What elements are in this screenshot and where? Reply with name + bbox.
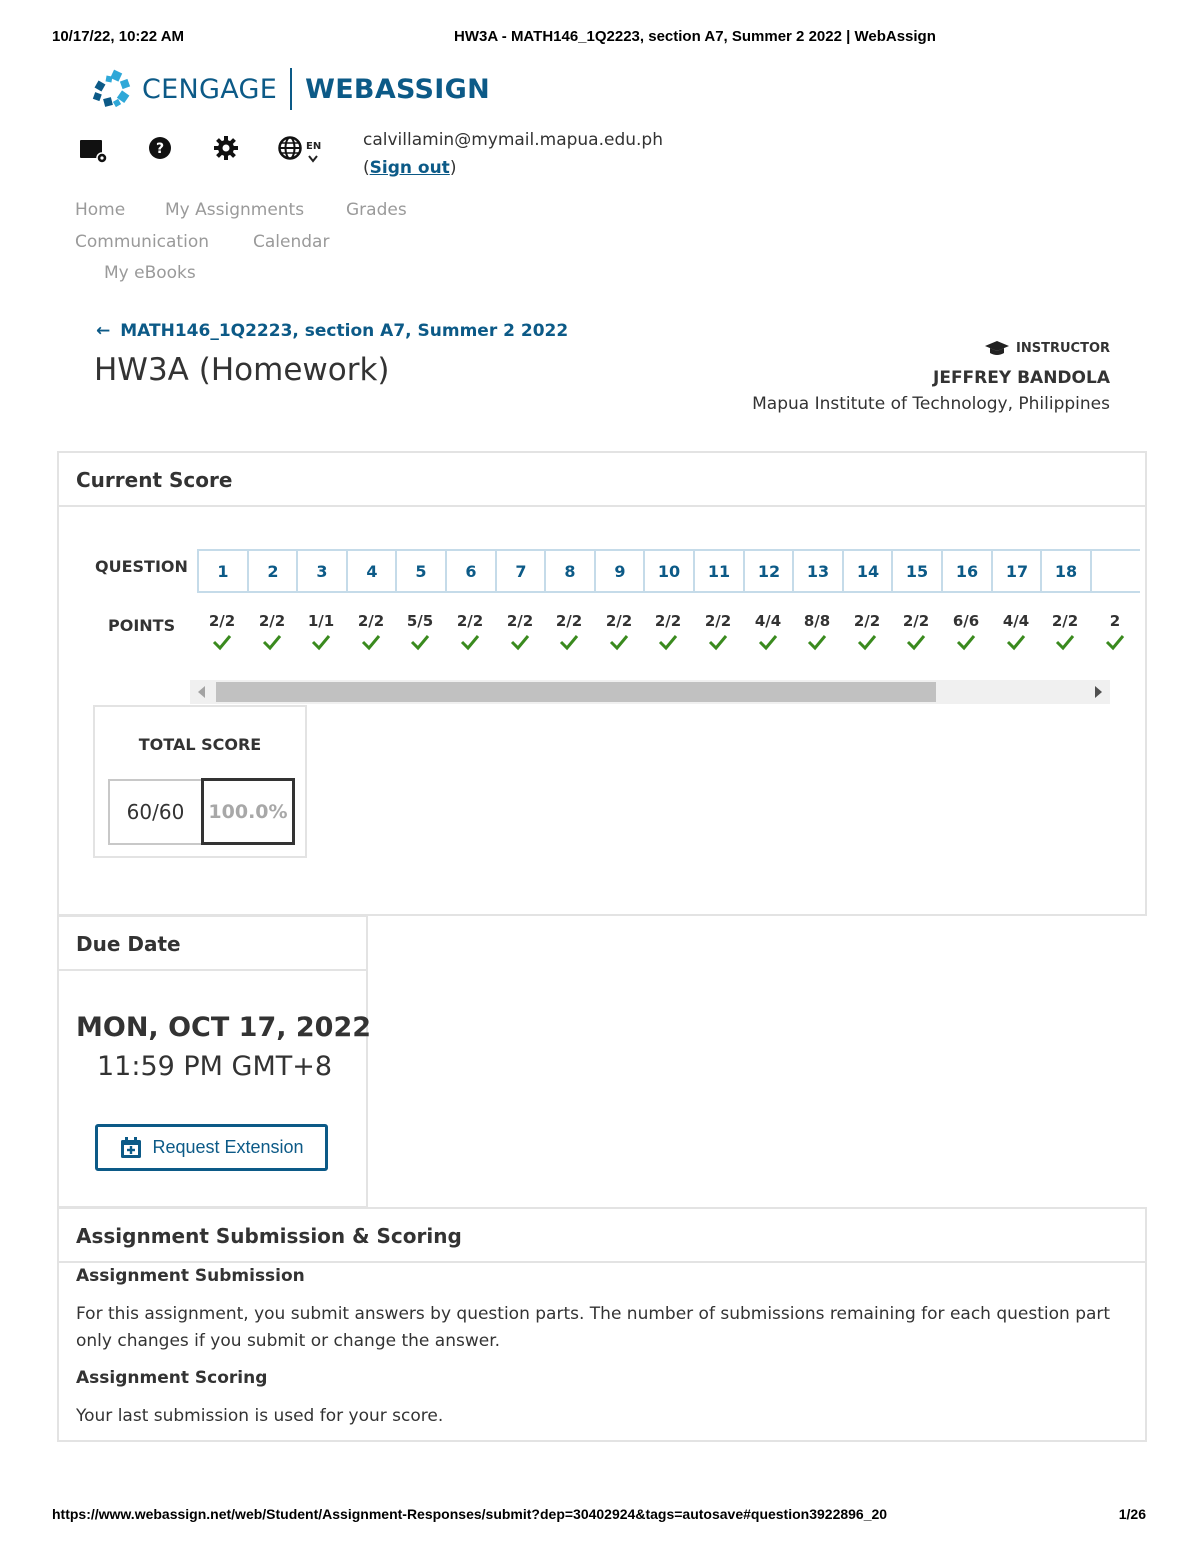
nav-my-ebooks[interactable]: My eBooks	[104, 263, 196, 283]
print-page-title: HW3A - MATH146_1Q2223, section A7, Summer 2 2022 | WebAssign	[454, 28, 936, 45]
correct-check-icon	[708, 634, 728, 650]
submission-scoring-heading: Assignment Submission & Scoring	[76, 1224, 462, 1248]
points-value: 2/2	[1051, 612, 1079, 630]
question-link-9[interactable]: 9	[594, 549, 644, 593]
question-link-12[interactable]: 12	[743, 549, 793, 593]
nav-grades[interactable]: Grades	[346, 200, 407, 220]
question-links-row	[197, 549, 1110, 593]
points-value: 2/2	[704, 612, 732, 630]
points-value: 4/4	[754, 612, 782, 630]
correct-check-icon	[361, 634, 381, 650]
language-code[interactable]: EN	[306, 141, 322, 152]
question-points-13	[792, 612, 842, 650]
nav-my-assignments[interactable]: My Assignments	[165, 200, 305, 220]
points-value: 2/2	[902, 612, 930, 630]
scrollbar-thumb[interactable]	[216, 682, 936, 702]
question-link-5[interactable]: 5	[395, 549, 445, 593]
question-link-13[interactable]: 13	[792, 549, 842, 593]
correct-check-icon	[857, 634, 877, 650]
cengage-webassign-logo[interactable]	[92, 66, 490, 112]
question-points-11	[693, 612, 743, 650]
correct-check-icon	[956, 634, 976, 650]
request-extension-button[interactable]	[95, 1124, 328, 1171]
assignment-scoring-text: Your last submission is used for your score.	[76, 1406, 444, 1426]
points-value: 5/5	[406, 612, 434, 630]
assignment-scoring-heading: Assignment Scoring	[76, 1368, 268, 1388]
calendar-plus-icon	[119, 1136, 143, 1160]
question-points-7	[495, 612, 545, 650]
logo-divider	[290, 68, 292, 110]
course-name: MATH146_1Q2223, section A7, Summer 2 2022	[120, 321, 569, 341]
question-points-15	[891, 612, 941, 650]
submission-scoring-header	[59, 1209, 1145, 1263]
instructor-school: Mapua Institute of Technology, Philippines	[752, 394, 1110, 414]
settings-icon[interactable]	[213, 135, 239, 165]
points-value: 2/2	[208, 612, 236, 630]
back-to-course-link[interactable]	[96, 321, 568, 341]
points-value: 2/2	[258, 612, 286, 630]
assignment-submission-text: For this assignment, you submit answers by question parts. The number of submissions remaining for each question part only changes if you submit or change the answer.	[76, 1304, 1111, 1351]
correct-check-icon	[1105, 634, 1125, 650]
page-title: HW3A (Homework)	[94, 352, 390, 388]
question-link-10[interactable]: 10	[643, 549, 693, 593]
instructor-label: INSTRUCTOR	[1016, 340, 1110, 356]
total-score-percent: 100.0%	[201, 778, 295, 845]
question-link-16[interactable]: 16	[941, 549, 991, 593]
total-score-box	[93, 705, 307, 858]
print-url: https://www.webassign.net/web/Student/Assignment-Responses/submit?dep=30402924&tags=autosave#question3922896_20	[52, 1506, 888, 1522]
scroll-left-arrow-icon[interactable]	[198, 686, 205, 698]
question-link-19[interactable]	[1090, 549, 1140, 593]
print-footer	[52, 1506, 1148, 1526]
points-row-label: POINTS	[108, 616, 176, 635]
correct-check-icon	[311, 634, 331, 650]
assignment-submission-heading: Assignment Submission	[76, 1266, 305, 1286]
question-points-5	[395, 612, 445, 650]
question-points-17	[991, 612, 1041, 650]
print-header	[52, 28, 1148, 48]
total-score-label: TOTAL SCORE	[138, 735, 262, 754]
points-value: 2/2	[853, 612, 881, 630]
globe-language-icon[interactable]	[277, 135, 303, 165]
points-value: 6/6	[952, 612, 980, 630]
points-value: 2/2	[506, 612, 534, 630]
sign-out-link[interactable]: Sign out	[369, 158, 450, 178]
correct-check-icon	[758, 634, 778, 650]
question-link-4[interactable]: 4	[346, 549, 396, 593]
messages-icon[interactable]	[78, 135, 108, 169]
points-value: 2/2	[555, 612, 583, 630]
svg-text:?: ?	[155, 141, 165, 157]
due-date: MON, OCT 17, 2022	[76, 1012, 372, 1043]
question-link-17[interactable]: 17	[991, 549, 1041, 593]
cengage-wordmark: CENGAGE	[142, 73, 278, 105]
help-icon[interactable]	[147, 135, 173, 165]
due-time: 11:59 PM GMT+8	[97, 1051, 333, 1082]
nav-home[interactable]: Home	[75, 200, 126, 220]
instructor-name: JEFFREY BANDOLA	[933, 368, 1110, 388]
question-link-18[interactable]: 18	[1040, 549, 1090, 593]
graduation-cap-icon	[984, 340, 1010, 356]
question-row-label: QUESTION	[95, 557, 188, 576]
question-points-8	[544, 612, 594, 650]
instructor-label-row	[984, 340, 1110, 356]
question-link-1[interactable]: 1	[197, 549, 247, 593]
points-row	[197, 612, 1121, 664]
arrow-left-icon: ←	[96, 321, 111, 341]
question-link-11[interactable]: 11	[693, 549, 743, 593]
total-score-points: 60/60	[108, 779, 203, 845]
question-points-6	[445, 612, 495, 650]
correct-check-icon	[1055, 634, 1075, 650]
question-points-1	[197, 612, 247, 650]
points-value: 2/2	[605, 612, 633, 630]
due-date-heading: Due Date	[76, 932, 181, 956]
cengage-logo-icon	[92, 68, 134, 110]
due-date-header	[59, 917, 366, 971]
points-value: 4/4	[1002, 612, 1030, 630]
question-points-4	[346, 612, 396, 650]
question-points-18	[1040, 612, 1090, 650]
question-points-10	[643, 612, 693, 650]
print-datetime: 10/17/22, 10:22 AM	[52, 28, 185, 45]
question-points-2	[247, 612, 297, 650]
correct-check-icon	[262, 634, 282, 650]
question-link-8[interactable]: 8	[544, 549, 594, 593]
sign-out-line	[363, 158, 456, 178]
question-link-6[interactable]: 6	[445, 549, 495, 593]
correct-check-icon	[510, 634, 530, 650]
points-value: 2	[1109, 612, 1121, 630]
correct-check-icon	[460, 634, 480, 650]
request-extension-label: Request Extension	[152, 1137, 304, 1157]
question-points-16	[941, 612, 991, 650]
question-link-14[interactable]: 14	[842, 549, 892, 593]
question-points-12	[743, 612, 793, 650]
correct-check-icon	[559, 634, 579, 650]
correct-check-icon	[658, 634, 678, 650]
question-link-15[interactable]: 15	[891, 549, 941, 593]
question-link-7[interactable]: 7	[495, 549, 545, 593]
nav-communication[interactable]: Communication	[75, 232, 209, 252]
question-link-2[interactable]: 2	[247, 549, 297, 593]
correct-check-icon	[807, 634, 827, 650]
webassign-wordmark: WEBASSIGN	[305, 73, 490, 105]
nav-calendar[interactable]: Calendar	[253, 232, 330, 252]
question-points-3	[296, 612, 346, 650]
chevron-down-icon[interactable]	[308, 155, 318, 163]
points-value: 1/1	[307, 612, 335, 630]
points-value: 2/2	[654, 612, 682, 630]
scroll-right-arrow-icon[interactable]	[1095, 686, 1102, 698]
current-score-header	[59, 453, 1145, 507]
question-link-3[interactable]: 3	[296, 549, 346, 593]
question-points-14	[842, 612, 892, 650]
correct-check-icon	[1006, 634, 1026, 650]
correct-check-icon	[212, 634, 232, 650]
question-points-9	[594, 612, 644, 650]
sign-out-open-paren: (	[363, 158, 370, 178]
sign-out-close-paren: )	[449, 158, 457, 178]
correct-check-icon	[609, 634, 629, 650]
correct-check-icon	[906, 634, 926, 650]
user-email: calvillamin@mymail.mapua.edu.ph	[363, 130, 663, 150]
points-value: 8/8	[803, 612, 831, 630]
print-page-number: 1/26	[1118, 1506, 1146, 1522]
points-value: 2/2	[456, 612, 484, 630]
current-score-heading: Current Score	[76, 468, 233, 492]
correct-check-icon	[410, 634, 430, 650]
score-horizontal-scrollbar[interactable]	[190, 680, 1110, 704]
points-value: 2/2	[357, 612, 385, 630]
question-points-19	[1090, 612, 1140, 650]
